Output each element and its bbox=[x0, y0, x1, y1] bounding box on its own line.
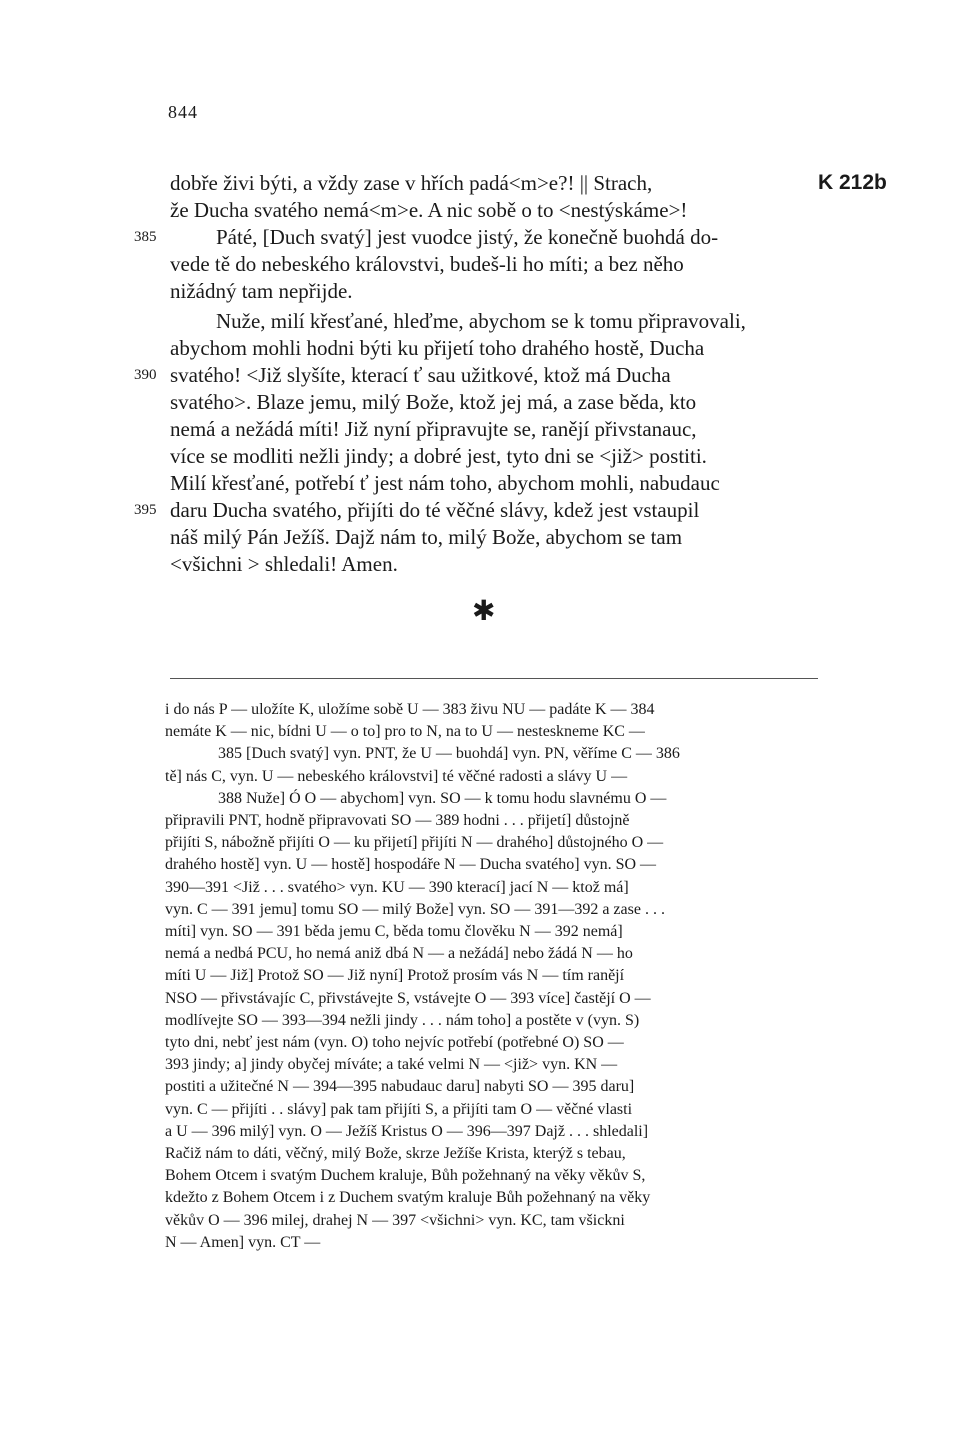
line-number: 390 bbox=[134, 367, 157, 383]
apparatus-line: NSO — přivstávajíc C, přivstávejte S, vstávejte O — 393 více] častějí O — bbox=[165, 989, 651, 1007]
apparatus-line: drahého hostě] vyn. U — hostě] hospodáře N — Ducha svatého] vyn. SO — bbox=[165, 856, 657, 874]
text-line: že Ducha svatého nemá<m>e. A nic sobě o to <nestýskáme>! bbox=[170, 198, 688, 222]
apparatus-line: vyn. C — 391 jemu] tomu SO — milý Bože] vyn. SO — 391—392 a zase . . . bbox=[165, 900, 665, 918]
text-line: <všichni > shledali! Amen. bbox=[170, 552, 398, 576]
text-line: nižádný tam nepřijde. bbox=[170, 279, 353, 303]
apparatus-line: tě] nás C, vyn. U — nebeského královstvi] té věčné radosti a slávy U — bbox=[165, 767, 628, 785]
apparatus-line: postiti a užitečné N — 394—395 nabudauc daru] nabyti SO — 395 daru] bbox=[165, 1078, 635, 1096]
apparatus-line: 390—391 <Již . . . svatého> vyn. KU — 390 kterací] jací N — ktož má] bbox=[165, 878, 629, 896]
text-line: dobře živi býti, a vždy zase v hřích padá<m>e?! || Strach, bbox=[170, 171, 653, 195]
line-number: 395 bbox=[134, 502, 157, 518]
text-line: Nuže, milí křesťané, hleďme, abychom se k tomu připravovali, bbox=[216, 309, 746, 333]
apparatus-line: Račiž nám to dáti, věčný, milý Bože, skrze Ježíše Krista, kterýž s tebau, bbox=[165, 1145, 626, 1162]
apparatus-line: vyn. C — přijíti . . slávy] pak tam přijíti S, a přijíti tam O — věčné vlasti bbox=[165, 1100, 633, 1118]
apparatus-line: Bohem Otcem i svatým Duchem kraluje, Bůh požehnaný na věky věkův S, bbox=[165, 1167, 646, 1185]
apparatus-line: nemá a nedbá PCU, ho nemá aniž dbá N — a nežádá] nebo žádá N — ho bbox=[165, 945, 633, 963]
apparatus-line: nemáte K — nic, bídni U — o to] pro to N, na to U — nestesknemе KC — bbox=[165, 723, 645, 741]
apparatus-line: 393 jindy; a] jindy obyčej míváte; a také velmi N — <již> vyn. KN — bbox=[165, 1056, 618, 1074]
apparatus-line: tyto dni, nebť jest nám (vyn. O) toho nejvíc potřebí (potřebné O) SO — bbox=[165, 1034, 624, 1051]
text-line: více se modliti nežli jindy; a dobré jest, tyto dni se <již> postiti. bbox=[170, 444, 707, 468]
apparatus-line: kdežto z Bohem Otcem i z Duchem svatým kraluje Bůh požehnaný na věky bbox=[165, 1189, 651, 1207]
apparatus-line: a U — 396 milý] vyn. O — Ježíš Kristus O — 396—397 Dajž . . . shledali] bbox=[165, 1122, 649, 1140]
margin-reference: K 212b bbox=[818, 171, 887, 194]
apparatus-line: N — Amen] vyn. CT — bbox=[165, 1233, 321, 1251]
apparatus-line: míti U — Již] Protož SO — Již nyní] Protož prosím vás N — tím ranějí bbox=[165, 967, 625, 985]
apparatus-line: i do nás P — uložíte K, uložíme sobě U — 383 živu NU — padáte K — 384 bbox=[165, 701, 655, 718]
apparatus-line: věkův O — 396 milej, drahej N — 397 <všichni> vyn. KC, tam všickni bbox=[165, 1211, 625, 1229]
apparatus-line: připravili PNT, hodně připravovati SO — 389 hodni . . . přijetí] důstojně bbox=[165, 812, 630, 829]
text-line: náš milý Pán Ježíš. Dajž nám to, milý Bože, abychom se tam bbox=[170, 525, 683, 549]
asterisk-ornament: ✱ bbox=[472, 596, 496, 627]
text-line: abychom mohli hodni býti ku přijetí toho drahého hostě, Ducha bbox=[170, 336, 705, 360]
apparatus-line: 388 Nuže] Ó O — abychom] vyn. SO — k tomu hodu slavnému O — bbox=[218, 789, 667, 807]
apparatus-line: přijíti S, nábožně přijíti O — ku přijetí] přijíti N — drahého] důstojného O — bbox=[165, 834, 664, 852]
text-line: nemá a nežádá míti! Již nyní připravujte se, ranějí přivstanauc, bbox=[170, 417, 697, 441]
text-line: vede tě do nebeského královstvi, budeš-li ho míti; a bez něho bbox=[170, 252, 684, 276]
text-line: svatého! <Již slyšíte, kterací ť sau užitkové, ktož má Ducha bbox=[170, 363, 671, 387]
apparatus-line: míti] vyn. SO — 391 běda jemu C, běda tomu člověku N — 392 nemá] bbox=[165, 923, 623, 940]
apparatus-line: modlívejte SO — 393—394 nežli jindy . . . nám toho] a postěte v (vyn. S) bbox=[165, 1011, 640, 1029]
text-line: Milí křesťané, potřebí ť jest nám toho, abychom mohli, nabudauc bbox=[170, 471, 720, 495]
line-number: 385 bbox=[134, 229, 157, 245]
apparatus-line: 385 [Duch svatý] vyn. PNT, že U — buohdá] vyn. PN, věříme C — 386 bbox=[218, 745, 680, 763]
page-number: 844 bbox=[168, 102, 198, 122]
footnote-divider bbox=[170, 678, 818, 679]
text-line: Páté, [Duch svatý] jest vuodce jistý, že konečně buohdá do- bbox=[216, 225, 719, 249]
text-line: svatého>. Blaze jemu, milý Bože, ktož jej má, a zase běda, kto bbox=[170, 390, 697, 414]
text-line: daru Ducha svatého, přijíti do té věčné slávy, kdež jest vstaupil bbox=[170, 498, 700, 522]
